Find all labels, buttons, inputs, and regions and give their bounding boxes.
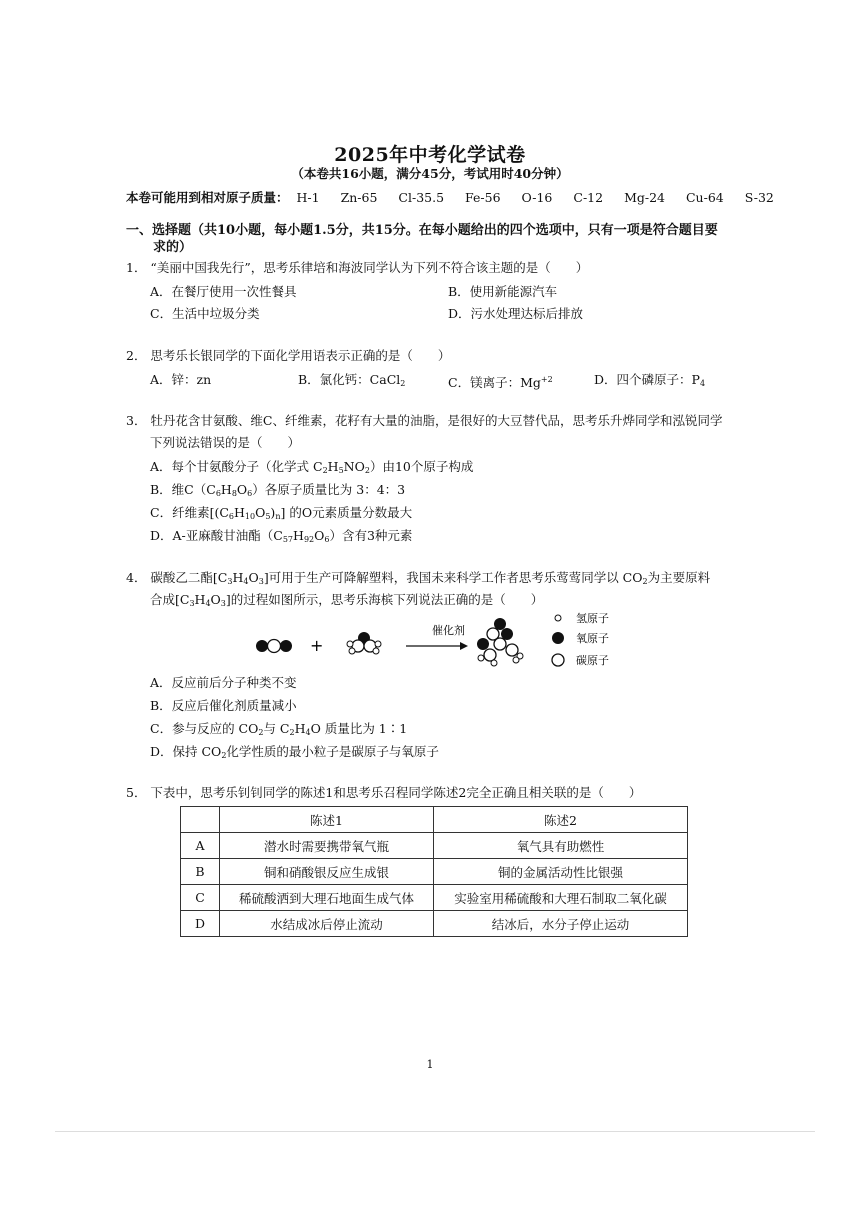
q2-option-b: B．氯化钙：CaCl$_2$ (298, 372, 406, 388)
table-header-row (181, 807, 688, 833)
question-4-stem-cont: 合成$[C_3H_4O_3]$的过程如图所示，思考乐海槟下列说法正确的是（ ） (150, 592, 544, 608)
table-cell: 稀硫酸洒到大理石地面生成气体 (220, 885, 434, 911)
atomic-mass-item: Zn-65 (340, 190, 378, 205)
table-cell: 铜和硝酸银反应生成银 (220, 859, 434, 885)
q3-option-b: B．维$C(C_6H_8O_6)$各原子质量比为 3：4：3 (150, 482, 406, 498)
q3-option-d: D．A-亚麻酸甘油酯$(C_{57}H_{92}O_6)$含有3种元素 (150, 528, 413, 544)
q5-table (180, 806, 688, 937)
q4-option-c: C．参与反应的 $CO_2$与 $C_2H_4O$ 质量比为 1∶1 (150, 721, 408, 737)
page-title: 2025年中考化学试卷 (334, 144, 526, 166)
q2-option-a: A．锌：zn (150, 372, 212, 387)
q2-option-d: D．四个磷原子：$P_4$ (594, 372, 706, 388)
question-1-stem: 1． “美丽中国我先行”，思考乐律培和海波同学认为下列不符合该主题的是（ ） (126, 260, 589, 275)
atomic-mass-item: Cu-64 (685, 190, 724, 205)
q4-option-a: A．反应前后分子种类不变 (150, 675, 297, 690)
table-cell: C (181, 885, 220, 911)
reaction-diagram (250, 612, 630, 672)
table-cell: A (181, 833, 220, 859)
q4-option-b: B．反应后催化剂质量减小 (150, 698, 297, 713)
atomic-mass-item: C-12 (573, 190, 604, 205)
q3-option-a: A．每个甘氨酸分子（化学式 $C_2H_5NO_2$）由10个原子构成 (150, 459, 474, 475)
section-heading: 一、选择题（共10小题，每小题1.5分，共15分。在每小题给出的四个选项中，只有一项是符合题目要 求的） (126, 223, 718, 255)
question-3-stem-cont: 下列说法错误的是（ ） (150, 435, 301, 450)
table-cell: 结冰后，水分子停止运动 (434, 911, 688, 937)
table-cell: D (181, 911, 220, 937)
page-subtitle: （本卷共16小题，满分45分，考试用时40分钟） (291, 166, 569, 181)
table-header-cell: 陈述2 (434, 807, 688, 833)
diagram-legend (552, 612, 609, 667)
table-row (181, 885, 688, 911)
plus-sign: + (310, 636, 324, 655)
q2-option-c: C．镁离子：$Mg^{+2}$ (448, 375, 553, 390)
table-row (181, 911, 688, 937)
atomic-mass-line (126, 188, 791, 206)
question-5-stem: 5． 下表中，思考乐钊钊同学的陈述1和思考乐召程同学陈述2完全正确且相关联的是（ ） (126, 785, 642, 800)
atomic-mass-label: 本卷可能用到相对原子质量： (126, 190, 289, 205)
c2h4o-molecule-icon (347, 632, 381, 654)
catalyst-label: 催化剂 (432, 624, 465, 637)
table-cell: 水结成冰后停止流动 (220, 911, 434, 937)
question-3-stem: 3． 牡丹花含甘氨酸、维C、纤维素，花籽有大量的油脂，是很好的大豆替代品，思考乐升烨同学和泓锐同学 (126, 413, 723, 428)
table-header-cell: 陈述1 (220, 807, 434, 833)
atomic-mass-item: Mg-24 (624, 190, 665, 205)
q1-option-c: C．生活中垃圾分类 (150, 306, 260, 321)
q1-option-d: D．污水处理达标后排放 (448, 306, 584, 321)
atomic-mass-item: Cl-35.5 (398, 190, 445, 205)
co2-molecule-icon (256, 640, 292, 653)
page-divider (55, 1131, 815, 1132)
table-cell: 实验室用稀硫酸和大理石制取二氧化碳 (434, 885, 688, 911)
table-header-cell (181, 807, 220, 833)
question-2-stem: 2． 思考乐长银同学的下面化学用语表示正确的是（ ） (126, 348, 451, 363)
atomic-mass-item: Fe-56 (465, 190, 501, 205)
reaction-arrow-icon (406, 642, 468, 650)
table-cell: B (181, 859, 220, 885)
question-4-stem: 4． 碳酸乙二酯$[C_3H_4O_3]$可用于生产可降解塑料，我国未来科学工作者思考乐莺莺同学以 $CO_2$为主要原料 (126, 570, 711, 586)
q1-option-a: A．在餐厅使用一次性餐具 (150, 284, 297, 299)
table-row (181, 859, 688, 885)
legend-oxygen: 氧原子 (576, 632, 609, 645)
atomic-mass-item: H-1 (296, 190, 320, 205)
legend-hydrogen: 氢原子 (576, 612, 609, 625)
q4-option-d: D．保持 $CO_2$化学性质的最小粒子是碳原子与氧原子 (150, 744, 439, 760)
table-cell: 潜水时需要携带氧气瓶 (220, 833, 434, 859)
table-cell: 氧气具有助燃性 (434, 833, 688, 859)
legend-carbon: 碳原子 (576, 654, 609, 667)
atomic-mass-item: O-16 (521, 190, 553, 205)
atomic-mass-item: S-32 (744, 190, 774, 205)
c3h4o3-molecule-icon (477, 618, 523, 666)
table-cell: 铜的金属活动性比银强 (434, 859, 688, 885)
q3-option-c: C．纤维素$[(C_6H_{10}O_5)_n]$ 的O元素质量分数最大 (150, 505, 413, 521)
table-row (181, 833, 688, 859)
page-number: 1 (426, 1058, 434, 1071)
q1-option-b: B．使用新能源汽车 (448, 284, 558, 299)
